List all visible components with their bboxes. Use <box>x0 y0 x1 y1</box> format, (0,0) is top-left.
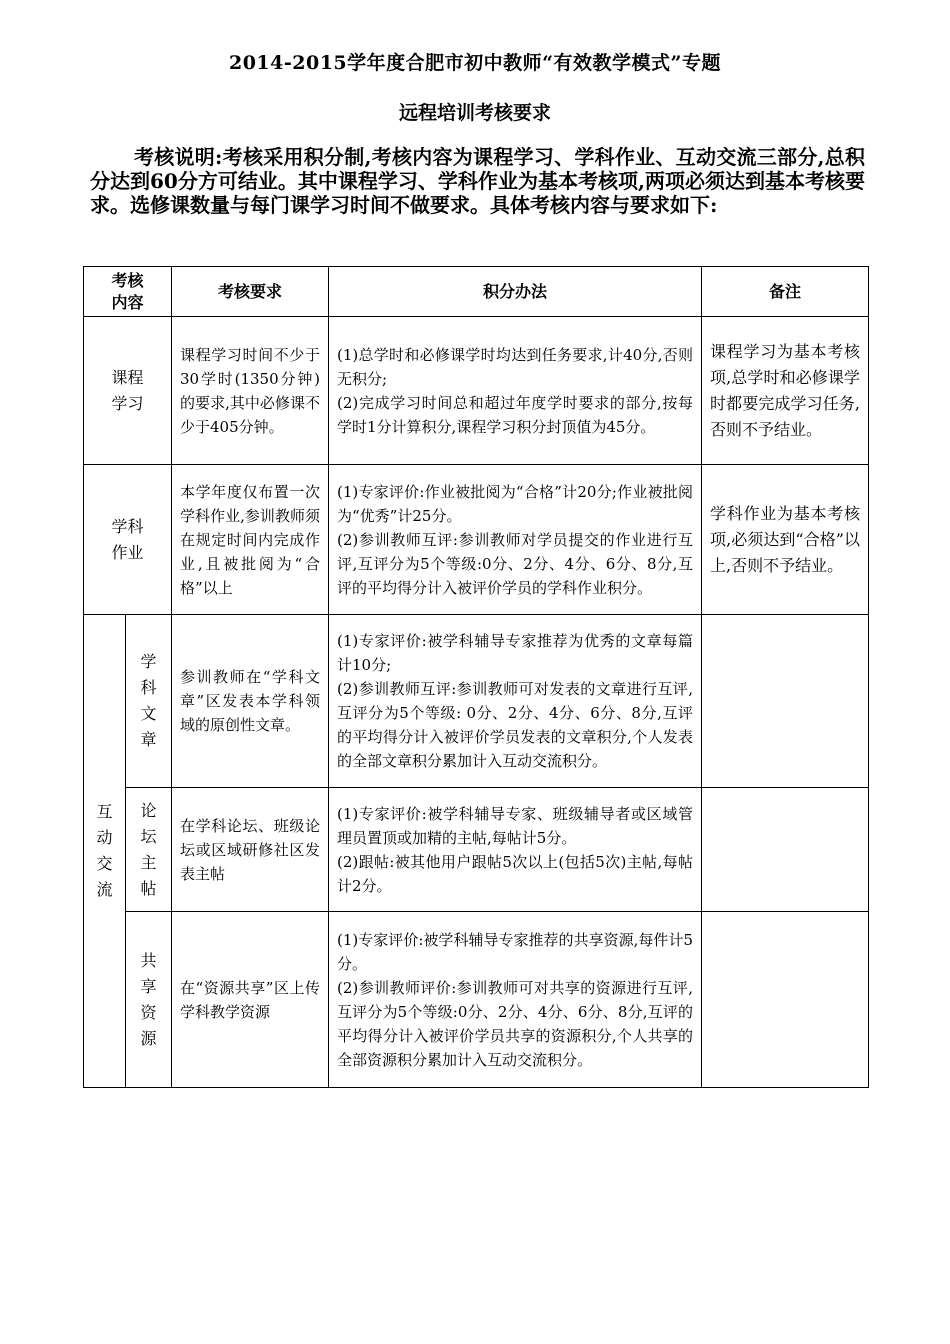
table-row <box>84 788 869 912</box>
table-row <box>84 615 869 788</box>
scoring-cell: (1)总学时和必修课学时均达到任务要求,计40分,否则无积分; (2)完成学习时间总和超过年度学时要求的部分,按每学时1分计算积分,课程学习积分封顶值为45分。 <box>329 317 702 465</box>
requirement-cell: 课程学习时间不少于30学时(1350分钟)的要求,其中必修课不少于405分钟。 <box>172 317 329 465</box>
note-cell <box>702 788 869 912</box>
note-cell <box>702 912 869 1088</box>
table-row <box>84 912 869 1088</box>
requirement-cell: 在“资源共享”区上传学科教学资源 <box>172 912 329 1088</box>
scoring-cell: (1)专家评价:作业被批阅为“合格”计20分;作业被批阅为“优秀”计25分。 (2)参训教师互评:参训教师对学员提交的作业进行互评,互评分为5个等级:0分、2分、4分、6分、8分,互评的平均得分计入被评价学员的学科作业积分。 <box>329 465 702 615</box>
table-row <box>84 317 869 465</box>
category-cell: 互动交流 <box>84 615 126 1088</box>
header-scoring: 积分办法 <box>329 267 702 317</box>
assessment-table <box>83 266 869 1088</box>
table-header-row <box>84 267 869 317</box>
requirement-cell: 在学科论坛、班级论坛或区域研修社区发表主帖 <box>172 788 329 912</box>
header-requirement: 考核要求 <box>172 267 329 317</box>
document-title: 2014-2015学年度合肥市初中教师“有效教学模式”专题 <box>228 52 721 74</box>
intro-paragraph: 考核说明:考核采用积分制,考核内容为课程学习、学科作业、互动交流三部分,总积分达到60分方可结业。其中课程学习、学科作业为基本考核项,两项必须达到基本考核要求。选修课数量与每门课学习时间不做要求。具体考核内容与要求如下: <box>90 145 865 217</box>
subcategory-cell: 共享资源 <box>126 912 172 1088</box>
subcategory-cell: 论坛主帖 <box>126 788 172 912</box>
note-cell: 学科作业为基本考核项,必须达到“合格”以上,否则不予结业。 <box>702 465 869 615</box>
subcategory-cell: 学科文章 <box>126 615 172 788</box>
requirement-cell: 本学年度仅布置一次学科作业,参训教师须在规定时间内完成作业,且被批阅为“合格”以上 <box>172 465 329 615</box>
scoring-cell: (1)专家评价:被学科辅导专家推荐为优秀的文章每篇计10分; (2)参训教师互评:参训教师可对发表的文章进行互评,互评分为5个等级: 0分、2分、4分、6分、8分,互评的平均得分计入被评价学员发表的文章积分,个人发表的全部文章积分累加计入互动交流积分。 <box>329 615 702 788</box>
document-subtitle: 远程培训考核要求 <box>398 102 551 124</box>
category-cell: 学科作业 <box>84 465 172 615</box>
note-cell: 课程学习为基本考核项,总学时和必修课学时都要完成学习任务,否则不予结业。 <box>702 317 869 465</box>
header-note: 备注 <box>702 267 869 317</box>
scoring-cell: (1)专家评价:被学科辅导专家、班级辅导者或区域管理员置顶或加精的主帖,每帖计5分。 (2)跟帖:被其他用户跟帖5次以上(包括5次)主帖,每帖计2分。 <box>329 788 702 912</box>
note-cell <box>702 615 869 788</box>
scoring-cell: (1)专家评价:被学科辅导专家推荐的共享资源,每件计5分。 (2)参训教师评价:参训教师可对共享的资源进行互评,互评分为5个等级:0分、2分、4分、6分、8分,互评的平均得分计入被评价学员共享的资源积分,个人共享的全部资源积分累加计入互动交流积分。 <box>329 912 702 1088</box>
header-content: 考核内容 <box>84 267 172 317</box>
requirement-cell: 参训教师在“学科文章”区发表本学科领域的原创性文章。 <box>172 615 329 788</box>
category-cell: 课程学习 <box>84 317 172 465</box>
table-row <box>84 465 869 615</box>
